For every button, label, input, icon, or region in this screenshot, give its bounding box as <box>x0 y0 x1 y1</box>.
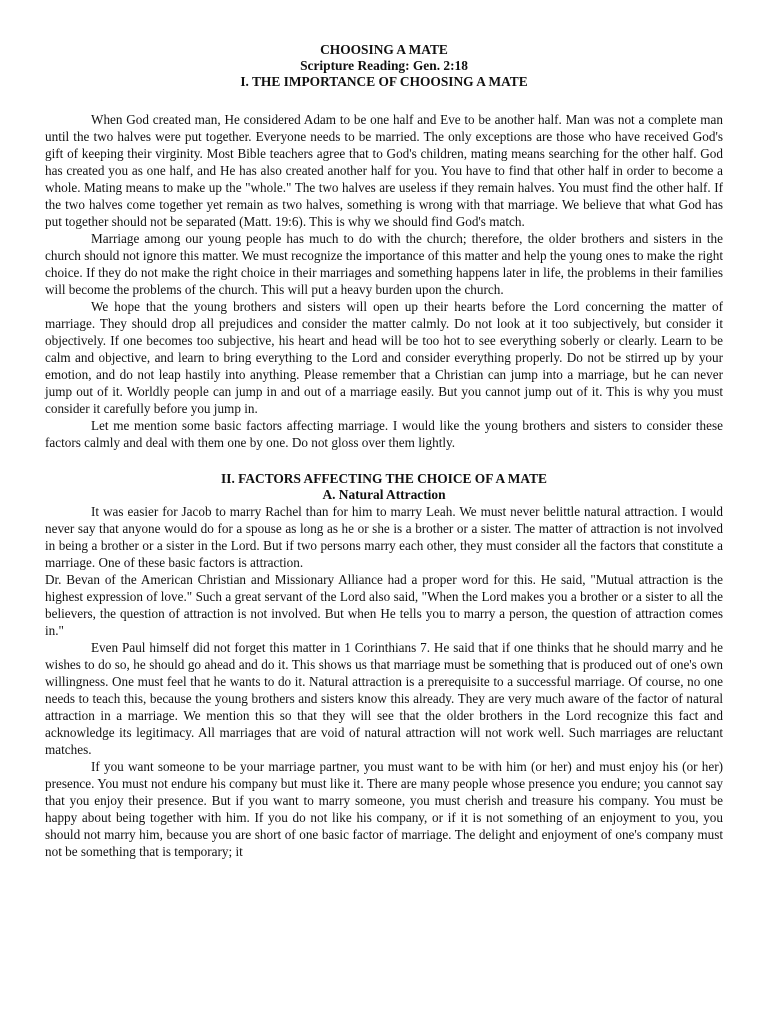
paragraph: Even Paul himself did not forget this matter in 1 Corinthians 7. He said that if one thinks that he should marry and he wishes to do so, he should go ahead and do it. This shows us that marriage must be something that is produced out of one's own willingness. One must feel that he wants to do it. Natural attraction is a prerequisite to a successful marriage. Of course, no one needs to teach this, because the young brothers and sisters know this already. They are very much aware of the factor of natural attraction in a marriage. We mention this so that they will see that the older brothers in the Lord recognize this fact and acknowledge its legitimacy. All marriages that are void of natural attraction will not work well. Such marriages are reluctant matches. <box>45 640 723 757</box>
section-2-heading: II. FACTORS AFFECTING THE CHOICE OF A MATE <box>221 471 547 486</box>
spacer <box>45 90 723 111</box>
document-page <box>45 42 723 860</box>
paragraph: It was easier for Jacob to marry Rachel than for him to marry Leah. We must never belittle natural attraction. I would never say that anyone would do for a spouse as long as he or she is a brother or a sister. The matter of attraction is not involved in being a brother or a sister in the Lord. But if two persons marry each other, they must consider all the factors that constitute a marriage. One of these basic factors is attraction. <box>45 504 723 570</box>
paragraph: If you want someone to be your marriage partner, you must want to be with him (or her) and must enjoy his (or her) presence. You must not endure his company but must like it. There are many people whose presence you endure; you cannot say that you enjoy their presence. But if you want to marry someone, you must cherish and treasure his company. You must be happy about being together with him. If you do not like his company, or if it is not something of an enjoyment to you, you should not marry him, because you are short of one basic factor of marriage. The delight and enjoyment of one's company must not be something that is temporary; it <box>45 759 723 859</box>
paragraph: We hope that the young brothers and sisters will open up their hearts before the Lord concerning the matter of marriage. They should drop all prejudices and consider the matter calmly. Do not look at it too subjectively, but consider it objectively. If one becomes too subjective, his heart and head will be too hot to see everything soberly or clearly. Learn to be calm and objective, and learn to bring everything to the Lord and consider everything properly. Do not be stirred up by your emotion, and do not leap hastily into anything. Please remember that a Christian can jump into a marriage, but he can never jump out of it. Worldly people can jump in and out of a marriage easily. But you cannot jump out of it. This is why you must consider it carefully before you jump in. <box>45 299 723 416</box>
subsection-a-heading: A. Natural Attraction <box>322 487 446 502</box>
spacer <box>45 451 723 471</box>
scripture-reading: Scripture Reading: Gen. 2:18 <box>300 58 468 73</box>
document-title: CHOOSING A MATE <box>320 42 448 57</box>
paragraph: When God created man, He considered Adam to be one half and Eve to be another half. Man was not a complete man until the two halves were put together. Everyone needs to be married. The only exceptions are those who have received God's gift of keeping their virginity. Most Bible teachers agree that to God's children, mating means searching for the other half. God has created you as one half, and He has also created another half for you. You have to find that other half in order to become a whole. Mating means to make up the "whole." The two halves are useless if they remain halves. You must find the other half. If the two halves come together yet remain as two halves, something is wrong with that marriage. We believe that what God has put together should not be separated (Matt. 19:6). This is why we should find God's match. <box>45 112 723 229</box>
paragraph: Dr. Bevan of the American Christian and Missionary Alliance had a proper word for this. He said, "Mutual attraction is the highest expression of love." Such a great servant of the Lord also said, "When the Lord makes you a brother or a sister to all the believers, the question of attraction is not involved. But when He tells you to marry a person, the question of attraction comes in." <box>45 572 723 638</box>
paragraph: Let me mention some basic factors affecting marriage. I would like the young brothers and sisters to consider these factors calmly and deal with them one by one. Do not gloss over them lightly. <box>45 418 723 450</box>
section-1-heading: I. THE IMPORTANCE OF CHOOSING A MATE <box>240 74 528 89</box>
paragraph: Marriage among our young people has much to do with the church; therefore, the older brothers and sisters in the church should not ignore this matter. We must recognize the importance of this matter and help the young ones to make the right choice. If they do not make the right choice in their marriages and something happens later in life, the problems in their families will become the problems of the church. This will put a heavy burden upon the church. <box>45 231 723 297</box>
